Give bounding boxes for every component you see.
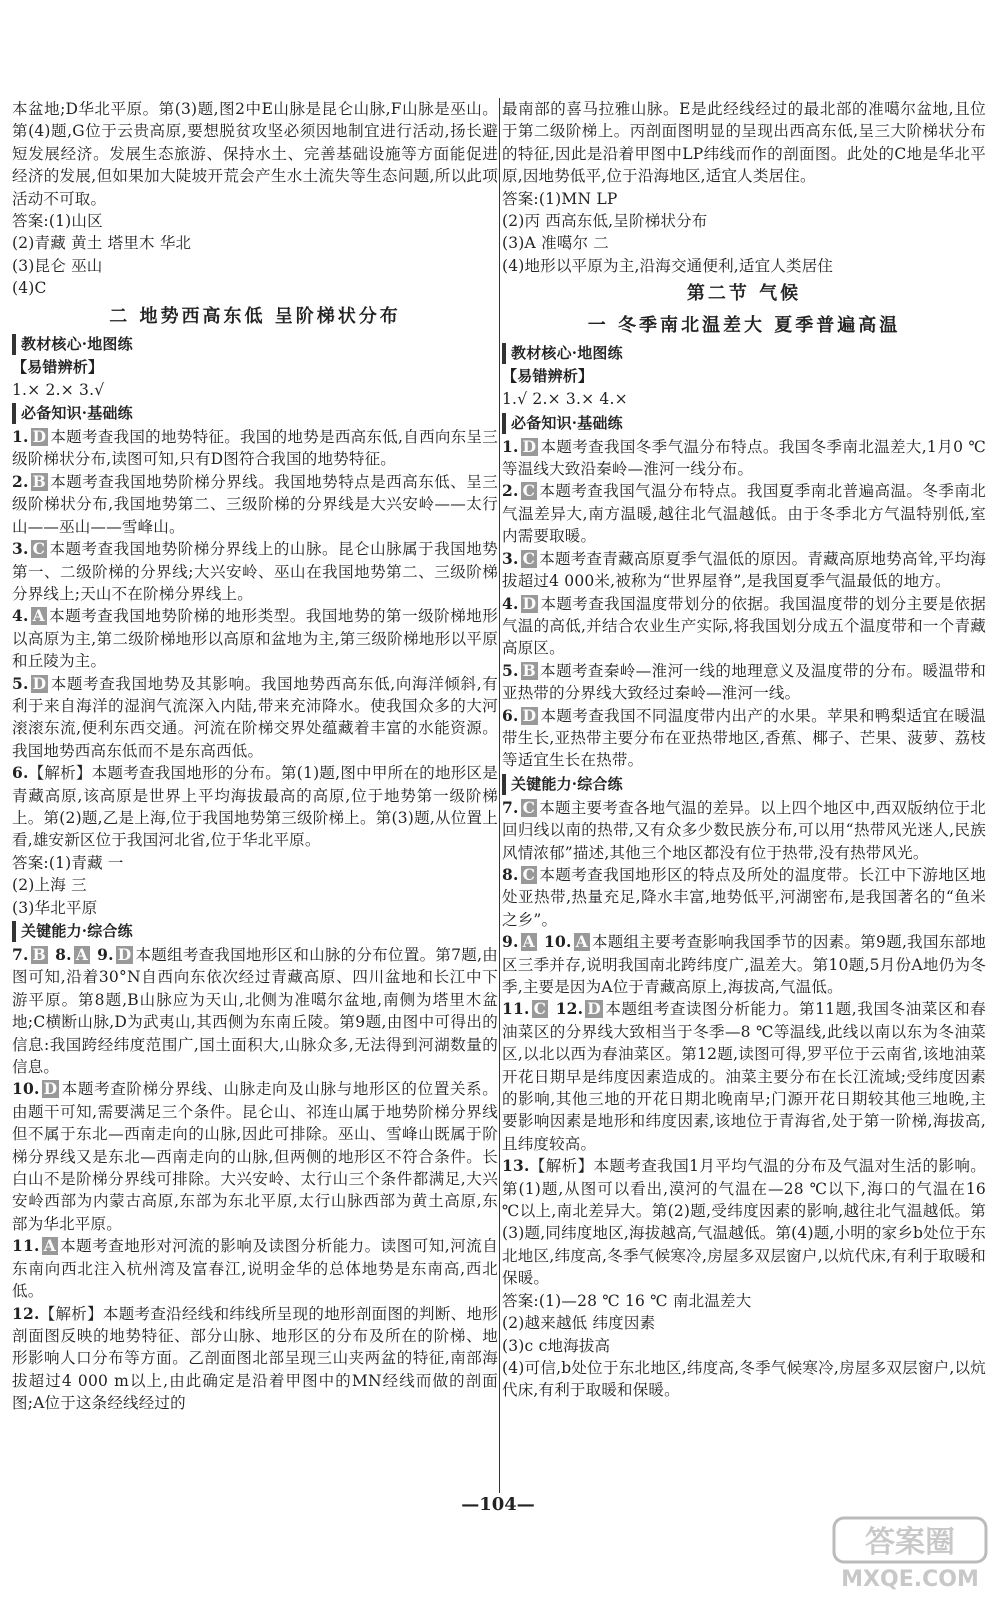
- question-text: 本题组主要考查影响我国季节的因素。第9题,我国东部地区三季并存,说明我国南北跨纬度广,温差大。第10题,5月份A地仍为冬季,主要是因为A位于青藏高原上,海拔高,气温低。: [502, 933, 986, 996]
- answer-box: D: [522, 593, 537, 613]
- question-number: 2.: [12, 471, 29, 491]
- answer-box: D: [587, 999, 601, 1019]
- question-text: 【解析】本题考查我国1月平均气温的分布及气温对生活的影响。第(1)题,从图可以看出,漠河的气温在—28 ℃以下,海口的气温在16 ℃以上,南北差异大。第(2)题,受纬度因素的影响,越往北气温越低。第(3)题,同纬度地区,海拔越高,气温越低。第(4)题,小明的家乡b处位于东北地区,纬度高,冬季气候寒冷,房屋多双层窗户,以炕代床,有利于取暖和保暖。: [502, 1157, 986, 1288]
- answer-box: D: [522, 436, 537, 456]
- question-text: 本题考查我国地势阶梯的地形类型。我国地势的第一级阶梯地形以高原为主,第二级阶梯地形以高原和盆地为主,第三级阶梯地形以平原和丘陵为主。: [12, 607, 498, 671]
- answer-box: C: [533, 999, 547, 1019]
- question-text: 本题组考查读图分析能力。第11题,我国冬油菜区和春油菜区的分界线大致相当于冬季—8 ℃等温线,此线以南以东为冬油菜区,以北以西为春油菜区。第12题,读图可得,罗平位于云南省,该地油菜开花日期早是纬度因素造成的。油菜主要分布在长江流域;受纬度因素的影响,其他三地的开花日期北晚南早;门源开花日期较其他三地晚,主要影响因素是地形和纬度因素,该地位于青海省,处于第一阶梯,海拔高,且纬度较高。: [502, 1000, 986, 1153]
- watermark-logo: [832, 1516, 988, 1590]
- question-number: 6.: [502, 705, 519, 725]
- answer-line: (3)c c地海拔高: [502, 1336, 611, 1355]
- left-column: [12, 98, 498, 1415]
- question-number: 12.: [12, 1303, 40, 1323]
- question-item: [502, 548, 986, 593]
- question-number: 10.: [544, 932, 572, 952]
- left-answer-line: (2)青藏 黄土 塔里木 华北: [12, 234, 192, 253]
- section-tag: 教材核心·地图练: [12, 334, 498, 355]
- question-text: 本题考查我国的地势特征。我国的地势是西高东低,自西向东呈三级阶梯状分布,读图可知,只有D图符合我国的地势特征。: [12, 428, 498, 469]
- watermark-text: 答案圈: [865, 1525, 955, 1560]
- question-number: 1.: [12, 427, 29, 447]
- answer-box: C: [522, 864, 536, 884]
- section-tag: 必备知识·基础练: [12, 403, 498, 424]
- question-text: 本题考查我国地势阶梯分界线上的山脉。昆仑山脉属于我国地势第一、二级阶梯的分界线;大兴安岭、巫山在我国地势第二、三级阶梯分界线上;天山不在阶梯分界线上。: [12, 540, 498, 603]
- question-item: [12, 944, 498, 1078]
- question-item: [502, 660, 986, 705]
- question-number: 7.: [502, 797, 519, 817]
- question-number: 4.: [502, 593, 519, 613]
- question-number: 13.: [502, 1156, 530, 1176]
- true-false-marks: 1.√ 2.× 3.× 4.×: [502, 390, 628, 409]
- question-item: [502, 797, 986, 864]
- question-number: 3.: [502, 548, 519, 568]
- answer-line: (3)华北平原: [12, 898, 98, 917]
- question-number: 1.: [502, 436, 519, 456]
- left-top-text: 本盆地;D华北平原。第(3)题,图2中E山脉是昆仑山脉,F山脉是巫山。第(4)题,G位于云贵高原,要想脱贫攻坚必须因地制宜进行活动,扬长避短发展经济。发展生态旅游、保持水土、完善基础设施等方面能促进经济的发展,但如果加大陡坡开荒会产生水土流失等生态问题,所以此项活动不可取。: [12, 100, 498, 208]
- answer-line: (2)上海 三: [12, 876, 87, 895]
- answer-box: A: [43, 1236, 56, 1256]
- question-item: [502, 480, 986, 547]
- answer-box: D: [32, 427, 47, 447]
- error-analysis-heading: 【易错辨析】: [502, 367, 594, 386]
- question-text: 本题考查地形对河流的影响及读图分析能力。读图可知,河流自东南向西北注入杭州湾及富春江,说明金华的总体地势是东南高,西北低。: [12, 1237, 498, 1301]
- question-text: 本题考查我国地势及其影响。我国地势西高东低,向海洋倾斜,有利于来自海洋的湿润气流深入内陆,带来充沛降水。使我国众多的大河滚滚东流,便利东西交通。河流在阶梯交界处蕴藏着丰富的水能资源。我国地势西高东低而不是东高西低。: [12, 674, 498, 760]
- question-text: 本题考查我国温度带划分的依据。我国温度带的划分主要是依据气温的高低,并结合农业生产实际,将我国划分成五个温度带和一个青藏高原区。: [502, 594, 986, 658]
- question-text: 【解析】本题考查我国地形的分布。第(1)题,图中甲所在的地形区是青藏高原,该高原是世界上平均海拔最高的高原,位于地势第一级阶梯上。第(2)题,乙是上海,位于我国地势第三级阶梯上。第(3)题,从位置上看,雄安新区位于我国河北省,位于华北平原。: [12, 764, 498, 850]
- watermark-url: MXQE.COM: [841, 1567, 979, 1590]
- question-item: [12, 673, 498, 763]
- right-top-text: 最南部的喜马拉雅山脉。E是此经线经过的最北部的准噶尔盆地,且位于第二级阶梯上。丙剖面图明显的呈现出西高东低,呈三大阶梯状分布的特征,因此是沿着甲图中LP纬线而作的剖面图。此处的C地是华北平原,因地势低平,位于沿海地区,适宜人类居住。: [502, 100, 986, 186]
- column-divider: [499, 98, 500, 1493]
- answer-box: A: [575, 932, 588, 952]
- question-number: 3.: [12, 539, 29, 559]
- question-item: [502, 931, 986, 998]
- section-tag: 关键能力·综合练: [502, 774, 986, 795]
- chapter-title: 第二节 气候: [686, 283, 802, 305]
- question-number: 8.: [502, 864, 519, 884]
- question-item: [502, 998, 986, 1155]
- question-item: [12, 1303, 498, 1415]
- question-item: [502, 864, 986, 931]
- question-item: [502, 593, 986, 660]
- answer-box: D: [117, 945, 132, 964]
- answer-box: C: [522, 548, 536, 568]
- question-item: [12, 538, 498, 605]
- question-item: [12, 471, 498, 538]
- answer-line: (4)可信,b处位于东北地区,纬度高,冬季气候寒冷,房屋多双层窗户,以炕代床,有利于取暖和保暖。: [502, 1358, 986, 1400]
- answer-line: (2)丙 西高东低,呈阶梯状分布: [502, 212, 708, 231]
- left-answer-line: 答案:(1)山区: [12, 212, 103, 231]
- question-text: 本题考查阶梯分界线、山脉走向及山脉与地形区的位置关系。由题干可知,需要满足三个条件。昆仑山、祁连山属于地势阶梯分界线但不属于东北—西南走向的山脉,因此可排除。巫山、雪峰山既属于阶梯分界线又是东北—西南走向的山脉,但两侧的地形区不符合条件。长白山不是阶梯分界线可排除。大兴安岭、太行山三个条件都满足,大兴安岭西部为内蒙古高原,东部为东北平原,太行山脉西部为黄土高原,东部为华北平原。: [12, 1080, 498, 1233]
- question-text: 本题考查我国地势阶梯分界线。我国地势特点是西高东低、呈三级阶梯状分布,我国地势第二、三级阶梯的分界线是大兴安岭——太行山——巫山——雪峰山。: [12, 472, 498, 536]
- question-number: 11.: [502, 999, 530, 1019]
- answer-line: 答案:(1)MN LP: [502, 189, 618, 208]
- question-item: [12, 605, 498, 672]
- answer-box: C: [522, 797, 536, 817]
- answer-box: B: [32, 471, 46, 491]
- error-analysis-heading: 【易错辨析】: [12, 357, 104, 376]
- answer-box: D: [522, 705, 537, 725]
- answer-line: 答案:(1)—28 ℃ 16 ℃ 南北温差大: [502, 1291, 752, 1310]
- question-text: 本题考查青藏高原夏季气温低的原因。青藏高原地势高耸,平均海拔超过4 000米,被称为“世界屋脊”,是我国夏季气温最低的地方。: [502, 549, 986, 591]
- question-item: [502, 436, 986, 481]
- section-tag: 必备知识·基础练: [502, 413, 986, 434]
- question-number: 12.: [555, 999, 584, 1019]
- answer-line: 答案:(1)青藏 一: [12, 853, 124, 872]
- question-number: 9.: [97, 945, 114, 964]
- left-answer-line: (4)C: [12, 279, 47, 298]
- question-text: 本题考查我国不同温度带内出产的水果。苹果和鸭梨适宜在暖温带生长,亚热带主要分布在亚热带地区,香蕉、椰子、芒果、菠萝、荔枝等适宜生长在热带。: [502, 706, 986, 770]
- right-column: [502, 98, 986, 1402]
- question-number: 8.: [55, 945, 72, 964]
- question-number: 11.: [12, 1236, 40, 1256]
- question-number: 7.: [12, 945, 29, 964]
- answer-box: D: [43, 1079, 58, 1099]
- answer-box: A: [32, 606, 45, 626]
- question-text: 本题考查秦岭—淮河一线的地理意义及温度带的分布。暖温带和亚热带的分界线大致经过秦岭—淮河一线。: [502, 661, 986, 703]
- answer-box: C: [32, 539, 46, 559]
- question-number: 4.: [12, 606, 29, 626]
- question-item: [502, 1155, 986, 1289]
- answer-box: D: [32, 673, 47, 693]
- section-title: 二 地势西高东低 呈阶梯状分布: [109, 305, 401, 327]
- question-item: [12, 762, 498, 852]
- question-text: 本题组考查我国地形区和山脉的分布位置。第7题,由图可知,沿着30°N自西向东依次经过青藏高原、四川盆地和长江中下游平原。第8题,B山脉应为天山,北侧为准噶尔盆地,南侧为塔里木盆地;C横断山脉,D为武夷山,其西侧为东南丘陵。第9题,由图中可得出的信息:我国跨经纬度范围广,国土面积大,山脉众多,无法得到河湖数量的信息。: [12, 946, 498, 1077]
- answer-box: B: [32, 945, 46, 964]
- left-answer-line: (3)昆仑 巫山: [12, 256, 103, 275]
- question-text: 本题考查我国地形区的特点及所处的温度带。长江中下游地区地处亚热带,热量充足,降水丰富,地势低平,河湖密布,是我国著名的“鱼米之乡”。: [502, 865, 986, 929]
- question-text: 本题考查我国冬季气温分布特点。我国冬季南北温差大,1月0 ℃等温线大致沿秦岭—淮河一线分布。: [502, 437, 986, 479]
- question-text: 【解析】本题考查沿经线和纬线所呈现的地形剖面图的判断、地形剖面图反映的地势特征、部分山脉、地形区的分布及所在的阶梯、地形影响人口分布等方面。乙剖面图北部呈现三山夹两盆的特征,南部海拔超过4 000 m以上,由此确定是沿着甲图中的MN经线而做的剖面图;A位于这条经线经过的: [12, 1304, 498, 1413]
- section-tag: 关键能力·综合练: [12, 921, 498, 942]
- question-text: 本题考查我国气温分布特点。我国夏季南北普遍高温。冬季南北气温差异大,南方温暖,越往北气温越低。由于冬季北方气温特别低,室内需要取暖。: [502, 482, 986, 546]
- question-text: 本题主要考查各地气温的差异。以上四个地区中,西双版纳位于北回归线以南的热带,又有众多少数民族分布,可以用“热带风光迷人,民族风情浓郁”描述,其他三个地区都没有位于热带,没有热带风光。: [502, 798, 986, 862]
- answer-box: C: [522, 481, 536, 501]
- answer-box: B: [522, 660, 536, 680]
- question-item: [12, 426, 498, 471]
- true-false-marks: 1.× 2.× 3.√: [12, 380, 105, 399]
- question-number: 5.: [502, 660, 519, 680]
- question-number: 6.: [12, 763, 29, 783]
- question-item: [12, 1235, 498, 1302]
- answer-line: (3)A 准噶尔 二: [502, 234, 610, 253]
- section-tag: 教材核心·地图练: [502, 343, 986, 364]
- answer-line: (2)越来越低 纬度因素: [502, 1314, 656, 1333]
- answer-box: A: [522, 932, 535, 952]
- answer-box: A: [75, 945, 88, 964]
- question-number: 10.: [12, 1079, 40, 1099]
- question-number: 5.: [12, 673, 29, 693]
- question-item: [502, 705, 986, 772]
- question-number: 2.: [502, 481, 519, 501]
- section-title: 一 冬季南北温差大 夏季普遍高温: [587, 315, 901, 337]
- question-number: 9.: [502, 932, 519, 952]
- page-number: —104—: [461, 1494, 535, 1515]
- question-item: [12, 1078, 498, 1235]
- answer-line: (4)地形以平原为主,沿海交通便利,适宜人类居住: [502, 256, 834, 275]
